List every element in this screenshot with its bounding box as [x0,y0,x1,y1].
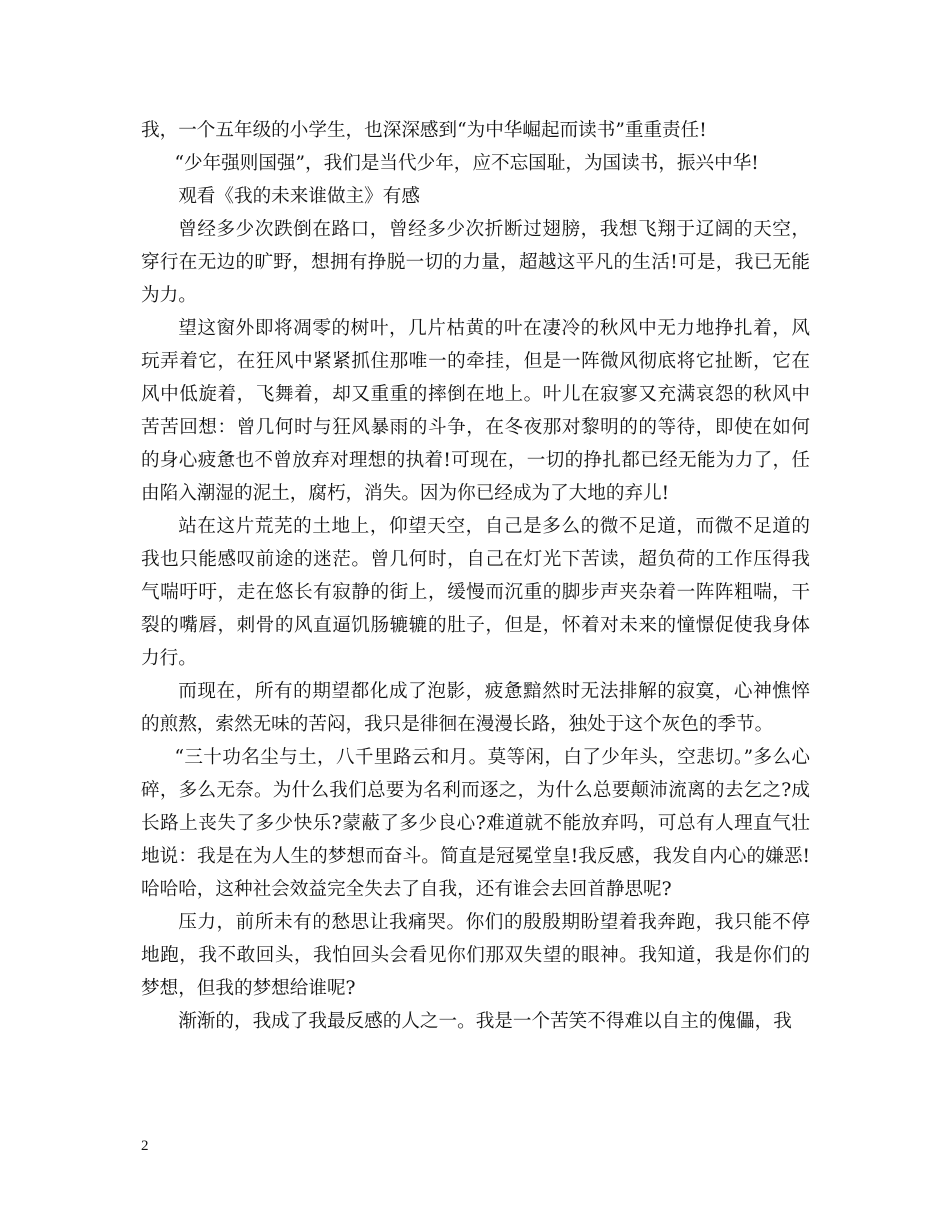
paragraph-3: 曾经多少次跌倒在路口，曾经多少次折断过翅膀，我想飞翔于辽阔的天空，穿行在无边的旷野，想拥有挣脱一切的力量，超越这平凡的生活!可是，我已无能为力。 [141,219,810,306]
paragraph-4: 望这窗外即将凋零的树叶，几片枯黄的叶在凄冷的秋风中无力地挣扎着，风玩弄着它，在狂风中紧紧抓住那唯一的牵挂，但是一阵微风彻底将它扯断，它在风中低旋着，飞舞着，却又重重的摔倒在地上。叶儿在寂寥又充满哀怨的秋风中苦苦回想：曾几何时与狂风暴雨的斗争，在冬夜那对黎明的的等待，即使在如何的身心疲惫也不曾放弃对理想的执着!可现在，一切的挣扎都已经无能为力了，任由陷入潮湿的泥土，腐朽，消失。因为你已经成为了大地的弃儿! [141,318,810,504]
essay-title: 观看《我的未来谁做主》有感 [178,186,420,207]
page-number: 2 [141,1138,149,1154]
paragraph-1: 我，一个五年级的小学生，也深深感到“为中华崛起而读书”重重责任! [141,120,707,141]
paragraph-5: 站在这片荒芜的土地上，仰望天空，自己是多么的微不足道，而微不足道的我也只能感叹前途的迷茫。曾几何时，自己在灯光下苦读，超负荷的工作压得我气喘吁吁，走在悠长有寂静的街上，缓慢而沉重的脚步声夹杂着一阵阵粗喘，干裂的嘴唇，刺骨的风直逼饥肠辘辘的肚子，但是，怀着对未来的憧憬促使我身体力行。 [141,516,810,669]
paragraph-2: “少年强则国强”，我们是当代少年，应不忘国耻，为国读书，振兴中华! [174,153,759,174]
document-body [141,114,810,1038]
paragraph-8: 压力，前所未有的愁思让我痛哭。你们的殷殷期盼望着我奔跑，我只能不停地跑，我不敢回头，我怕回头会看见你们那双失望的眼神。我知道，我是你们的梦想，但我的梦想给谁呢? [141,912,810,999]
paragraph-6: 而现在，所有的期望都化成了泡影，疲惫黯然时无法排解的寂寞，心神憔悴的煎熬，索然无味的苦闷，我只是徘徊在漫漫长路，独处于这个灰色的季节。 [141,681,810,735]
paragraph-9: 渐渐的，我成了我最反感的人之一。我是一个苦笑不得难以自主的傀儡，我 [178,1011,792,1032]
paragraph-7: “三十功名尘与土，八千里路云和月。莫等闲，白了少年头，空悲切。”多么心碎，多么无奈。为什么我们总要为名利而逐之，为什么总要颠沛流离的去乞之?成长路上丧失了多少快乐?蒙蔽了多少良心?难道就不能放弃吗，可总有人理直气壮地说：我是在为人生的梦想而奋斗。简直是冠冕堂皇!我反感，我发自内心的嫌恶!哈哈哈，这种社会效益完全失去了自我，还有谁会去回首静思呢? [141,747,810,900]
